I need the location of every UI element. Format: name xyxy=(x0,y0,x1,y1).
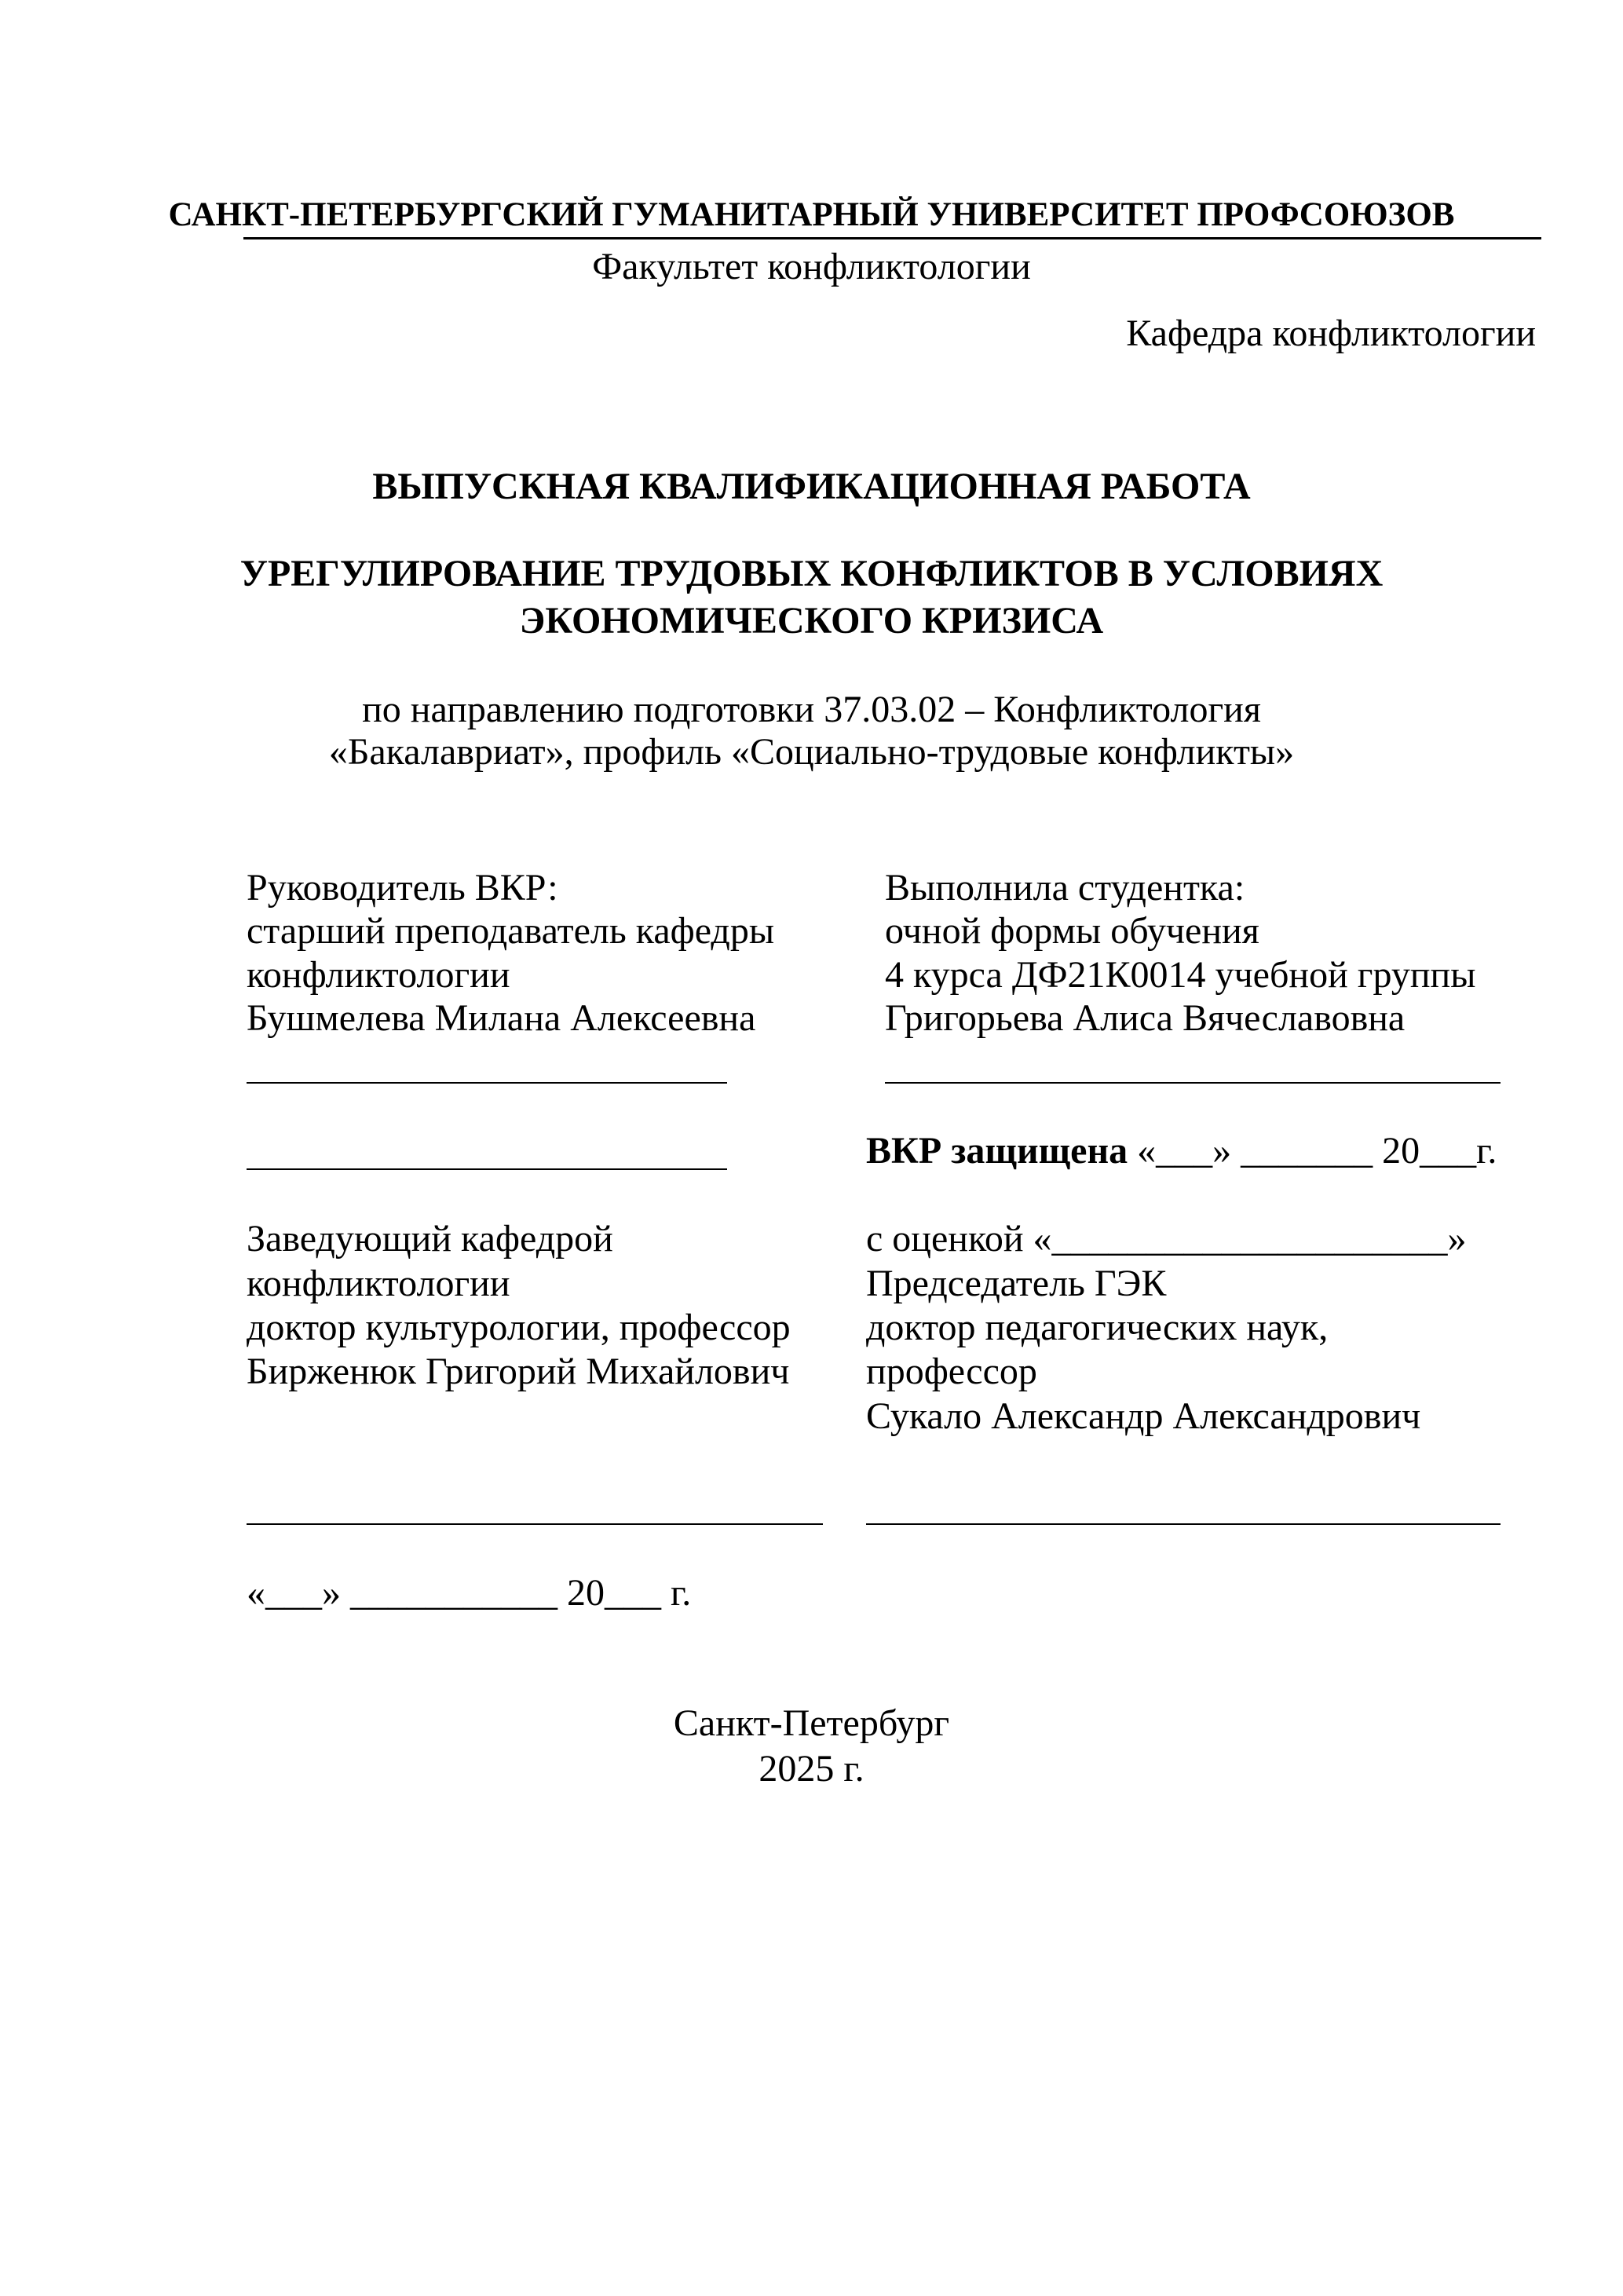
defense-line xyxy=(866,1129,1497,1173)
student-signature-line xyxy=(885,1082,1501,1084)
year: 2025 г. xyxy=(758,1748,865,1790)
header-rule xyxy=(243,237,1541,239)
university-name: САНКТ-ПЕТЕРБУРГСКИЙ ГУМАНИТАРНЫЙ УНИВЕРСИТЕТ ПРОФСОЮЗОВ xyxy=(168,196,1455,233)
head-name: Бирженюк Григорий Михайлович xyxy=(247,1351,790,1392)
supervisor-signature-line-2 xyxy=(247,1168,727,1170)
head-department: конфликтологии xyxy=(247,1263,510,1304)
faculty-name: Факультет конфликтологии xyxy=(592,246,1031,287)
student-form: очной формы обучения xyxy=(885,910,1259,952)
student-name: Григорьева Алиса Вячеславовна xyxy=(885,997,1406,1039)
approval-date-blank: «___» ___________ 20___ г. xyxy=(247,1572,692,1614)
head-label: Заведующий кафедрой xyxy=(247,1218,613,1260)
gek-chair-signature-line xyxy=(866,1523,1501,1525)
supervisor-position: старший преподаватель кафедры xyxy=(247,910,775,952)
gek-chair-degree: доктор педагогических наук, xyxy=(866,1307,1329,1348)
student-group: 4 курса ДФ21К0014 учебной группы xyxy=(885,954,1476,996)
defense-label: ВКР защищена xyxy=(866,1130,1128,1172)
direction-line-1: по направлению подготовки 37.03.02 – Конфликтология xyxy=(362,689,1261,730)
city: Санкт-Петербург xyxy=(673,1702,950,1744)
gek-chair-name: Сукало Александр Александрович xyxy=(866,1395,1421,1437)
department-name: Кафедра конфликтологии xyxy=(1126,313,1536,354)
head-signature-line xyxy=(247,1523,823,1525)
defense-date-blank: «___» _______ 20___г. xyxy=(1128,1130,1497,1172)
head-degree: доктор культурологии, профессор xyxy=(247,1307,791,1348)
supervisor-signature-line xyxy=(247,1082,727,1084)
topic-line-2: ЭКОНОМИЧЕСКОГО КРИЗИСА xyxy=(519,600,1104,642)
gek-chair-label: Председатель ГЭК xyxy=(866,1263,1167,1304)
gek-chair-title: профессор xyxy=(866,1351,1037,1392)
student-label: Выполнила студентка: xyxy=(885,867,1245,909)
topic-line-1: УРЕГУЛИРОВАНИЕ ТРУДОВЫХ КОНФЛИКТОВ В УСЛОВИЯХ xyxy=(239,553,1384,594)
supervisor-name: Бушмелева Милана Алексеевна xyxy=(247,997,756,1039)
work-type: ВЫПУСКНАЯ КВАЛИФИКАЦИОННАЯ РАБОТА xyxy=(372,466,1251,507)
defense-grade: с оценкой «_____________________» xyxy=(866,1218,1467,1260)
supervisor-label: Руководитель ВКР: xyxy=(247,867,558,909)
supervisor-department: конфликтологии xyxy=(247,954,510,996)
direction-line-2: «Бакалавриат», профиль «Социально-трудовые конфликты» xyxy=(328,731,1295,773)
